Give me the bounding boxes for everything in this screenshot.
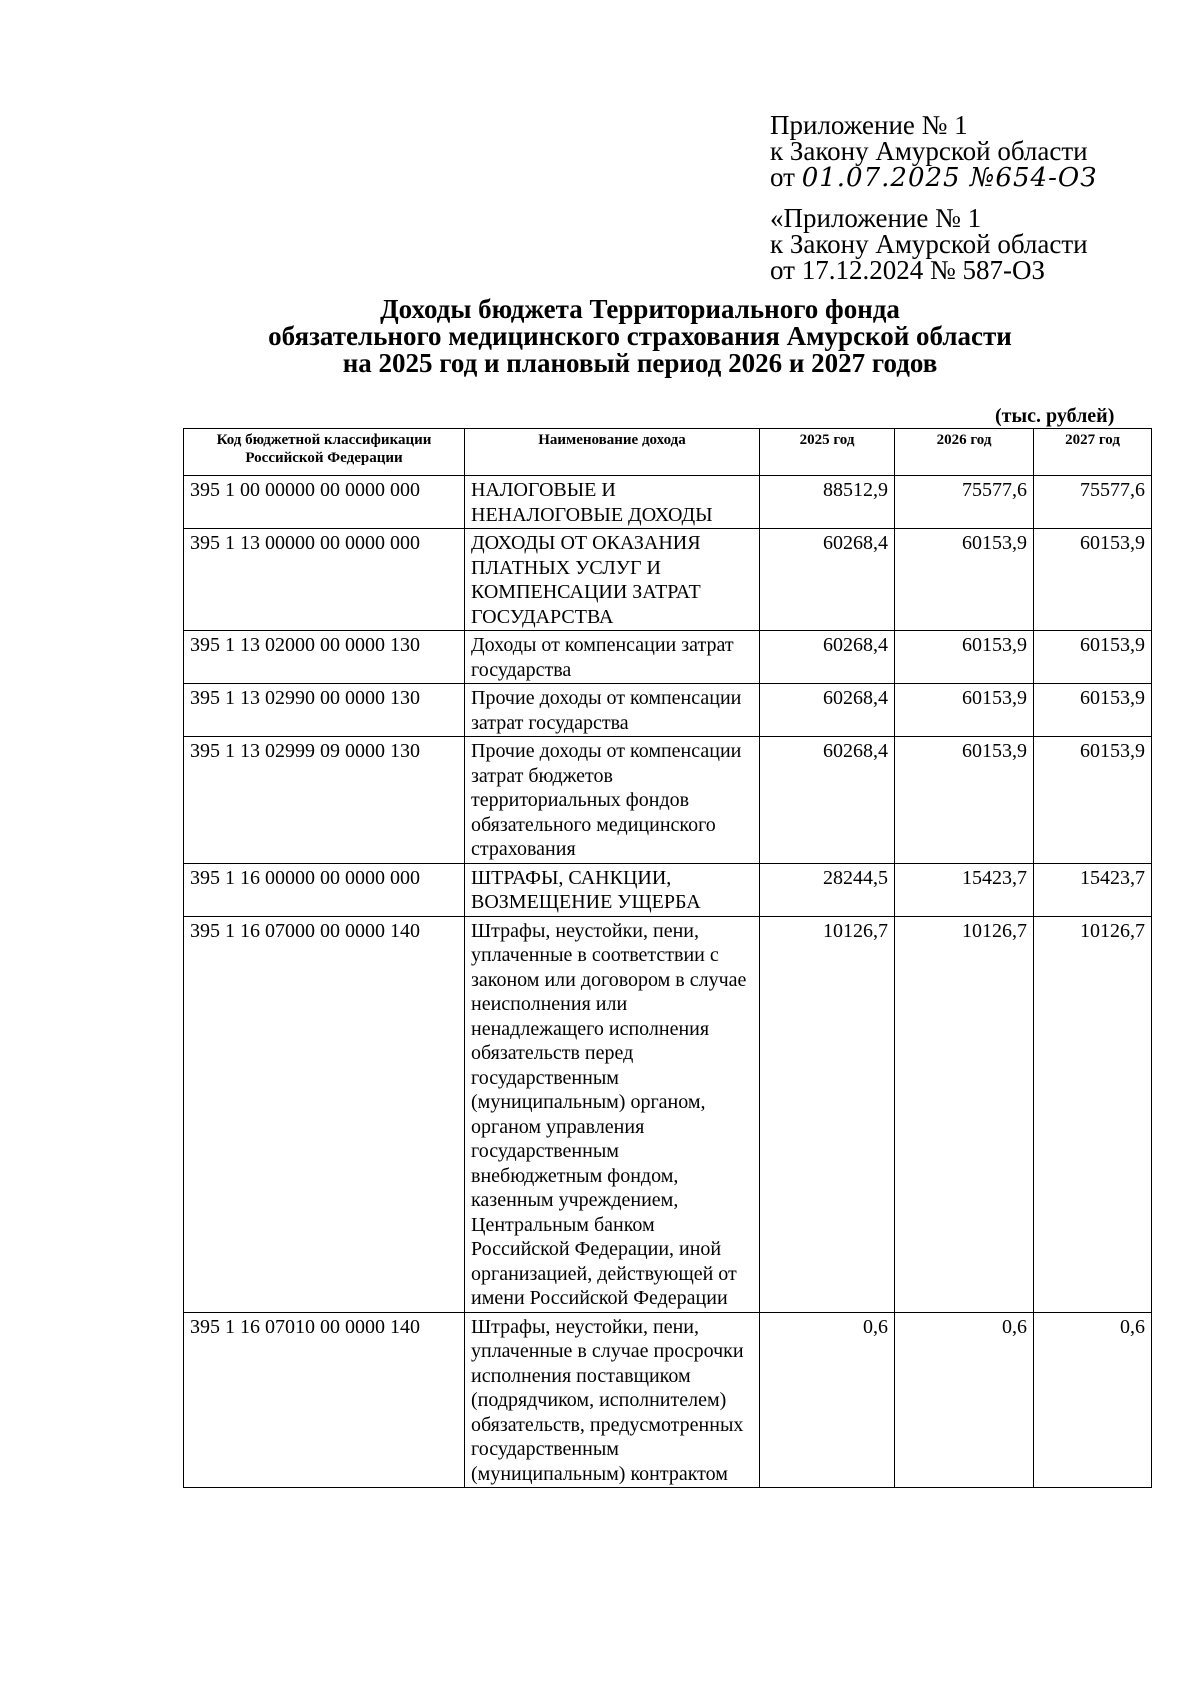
cell-name: Прочие доходы от компенсации затрат государства (465, 684, 760, 737)
cell-2026: 10126,7 (895, 916, 1034, 1312)
title-line-1: Доходы бюджета Территориального фонда (380, 294, 900, 324)
table-row (184, 476, 1152, 529)
document-title (230, 296, 1050, 377)
cell-2027: 60153,9 (1034, 631, 1152, 684)
table-row (184, 631, 1152, 684)
title-line-2: обязательного медицинского страхования Амурской области (268, 321, 1012, 351)
cell-2025: 60268,4 (760, 631, 895, 684)
cell-name: ДОХОДЫ ОТ ОКАЗАНИЯ ПЛАТНЫХ УСЛУГ И КОМПЕНСАЦИИ ЗАТРАТ ГОСУДАРСТВА (465, 529, 760, 631)
header-code: Код бюджетной классификации Российской Федерации (184, 429, 465, 476)
cell-2027: 60153,9 (1034, 529, 1152, 631)
cell-2025: 0,6 (760, 1312, 895, 1488)
annex-date-prefix: от (770, 162, 795, 192)
original-annex-date: от 17.12.2024 № 587-ОЗ (770, 255, 1045, 285)
cell-2025: 28244,5 (760, 863, 895, 916)
cell-code: 395 1 13 02000 00 0000 130 (184, 631, 465, 684)
cell-name: Штрафы, неустойки, пени, уплаченные в соответствии с законом или договором в случае неисполнения или ненадлежащего исполнения обязательств перед государственным (муниципальным) органом, органом управления государственным внебюджетным фондом, казенным учреждением, Центральным банком Российской Федерации, иной организацией, действующей от имени Российской Федерации (465, 916, 760, 1312)
cell-2027: 75577,6 (1034, 476, 1152, 529)
cell-2025: 60268,4 (760, 684, 895, 737)
original-annex-block (770, 205, 1088, 283)
cell-2026: 60153,9 (895, 684, 1034, 737)
cell-code: 395 1 13 02999 09 0000 130 (184, 737, 465, 864)
cell-code: 395 1 16 07000 00 0000 140 (184, 916, 465, 1312)
handwritten-date-number: 01.07.2025 №654-ОЗ (801, 163, 1098, 193)
budget-table (183, 428, 1152, 1488)
units-label: (тыс. рублей) (995, 405, 1115, 427)
cell-2027: 60153,9 (1034, 684, 1152, 737)
cell-name: НАЛОГОВЫЕ И НЕНАЛОГОВЫЕ ДОХОДЫ (465, 476, 760, 529)
cell-2027: 60153,9 (1034, 737, 1152, 864)
cell-2027: 15423,7 (1034, 863, 1152, 916)
table-row (184, 863, 1152, 916)
cell-2026: 60153,9 (895, 529, 1034, 631)
cell-2027: 0,6 (1034, 1312, 1152, 1488)
header-2025: 2025 год (760, 429, 895, 476)
cell-2026: 60153,9 (895, 737, 1034, 864)
original-annex-law: к Закону Амурской области (770, 229, 1088, 259)
cell-2027: 10126,7 (1034, 916, 1152, 1312)
table-row (184, 916, 1152, 1312)
cell-code: 395 1 16 00000 00 0000 000 (184, 863, 465, 916)
title-line-3: на 2025 год и плановый период 2026 и 2027 годов (342, 348, 938, 378)
cell-code: 395 1 13 02990 00 0000 130 (184, 684, 465, 737)
original-annex-title: «Приложение № 1 (770, 203, 982, 233)
header-2026: 2026 год (895, 429, 1034, 476)
header-name: Наименование дохода (465, 429, 760, 476)
cell-2026: 0,6 (895, 1312, 1034, 1488)
cell-2025: 88512,9 (760, 476, 895, 529)
annex-date-line (770, 164, 1097, 191)
annex-title: Приложение № 1 (770, 110, 968, 140)
table-row (184, 737, 1152, 864)
table-row (184, 1312, 1152, 1488)
header-2027: 2027 год (1034, 429, 1152, 476)
cell-2026: 75577,6 (895, 476, 1034, 529)
cell-2025: 60268,4 (760, 529, 895, 631)
cell-2026: 60153,9 (895, 631, 1034, 684)
cell-code: 395 1 13 00000 00 0000 000 (184, 529, 465, 631)
table-header-row (184, 429, 1152, 476)
table-row (184, 684, 1152, 737)
table-row (184, 529, 1152, 631)
cell-name: Доходы от компенсации затрат государства (465, 631, 760, 684)
cell-code: 395 1 00 00000 00 0000 000 (184, 476, 465, 529)
cell-name: ШТРАФЫ, САНКЦИИ, ВОЗМЕЩЕНИЕ УЩЕРБА (465, 863, 760, 916)
cell-name: Прочие доходы от компенсации затрат бюджетов территориальных фондов обязательного медицинского страхования (465, 737, 760, 864)
cell-2025: 10126,7 (760, 916, 895, 1312)
annex-law: к Закону Амурской области (770, 136, 1088, 166)
cell-2025: 60268,4 (760, 737, 895, 864)
cell-code: 395 1 16 07010 00 0000 140 (184, 1312, 465, 1488)
cell-name: Штрафы, неустойки, пени, уплаченные в случае просрочки исполнения поставщиком (подрядчиком, исполнителем) обязательств, предусмотренных государственным (муниципальным) контрактом (465, 1312, 760, 1488)
annex-block (770, 112, 1097, 191)
cell-2026: 15423,7 (895, 863, 1034, 916)
